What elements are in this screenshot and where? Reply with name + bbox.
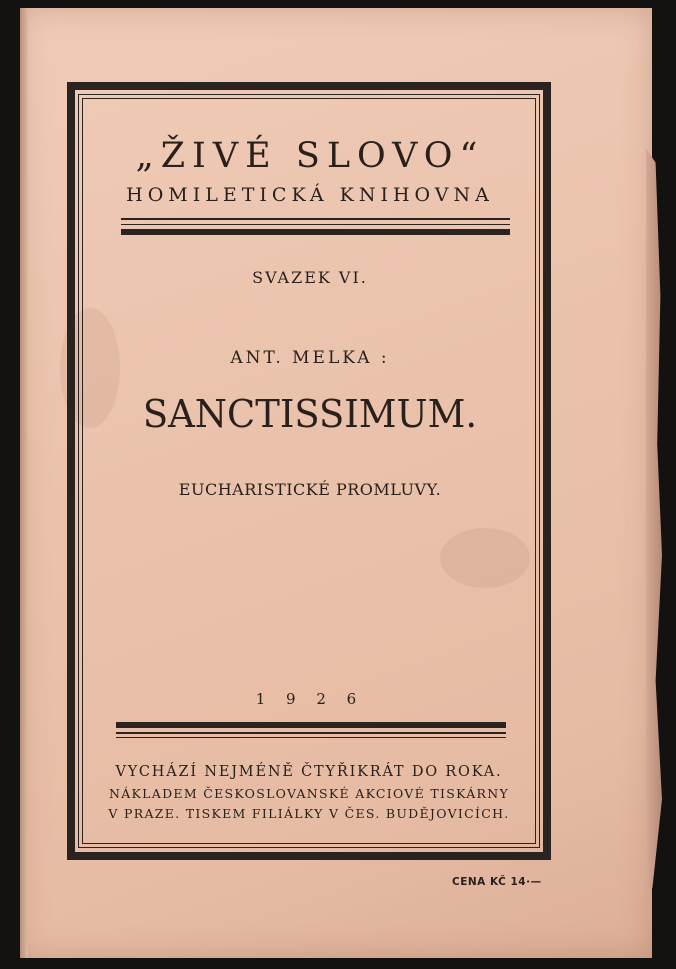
torn-right-edge [646, 148, 662, 888]
publication-frequency: VYCHÁZÍ NEJMÉNĚ ČTYŘIKRÁT DO ROKA. [115, 764, 503, 780]
volume-label: SVAZEK VI. [252, 268, 368, 287]
book-title: SANCTISSIMUM. [142, 392, 478, 436]
thick-rule [116, 722, 506, 728]
top-rule-group [121, 218, 510, 235]
thin-rule [121, 218, 510, 220]
series-subtitle: HOMILETICKÁ KNIHOVNA [126, 184, 494, 206]
thin-rule [116, 732, 506, 734]
bottom-rule-group [116, 722, 506, 741]
thick-rule [121, 229, 510, 235]
thin-rule [121, 224, 510, 226]
price-label: CENA KČ 14·— [452, 876, 542, 888]
printer-line: V PRAZE. TISKEM FILIÁLKY V ČES. BUDĚJOVICÍCH. [108, 806, 510, 821]
thin-rule [116, 737, 506, 739]
author-name: ANT. MELKA : [230, 348, 390, 368]
spine-edge [20, 8, 28, 958]
book-description: EUCHARISTICKÉ PROMLUVY. [178, 480, 442, 499]
series-title: „ŽIVÉ SLOVO“ [135, 136, 485, 176]
publication-year: 1 9 2 6 [255, 690, 365, 708]
publisher-line: NÁKLADEM ČESKOSLOVANSKÉ AKCIOVÉ TISKÁRNY [108, 786, 510, 801]
